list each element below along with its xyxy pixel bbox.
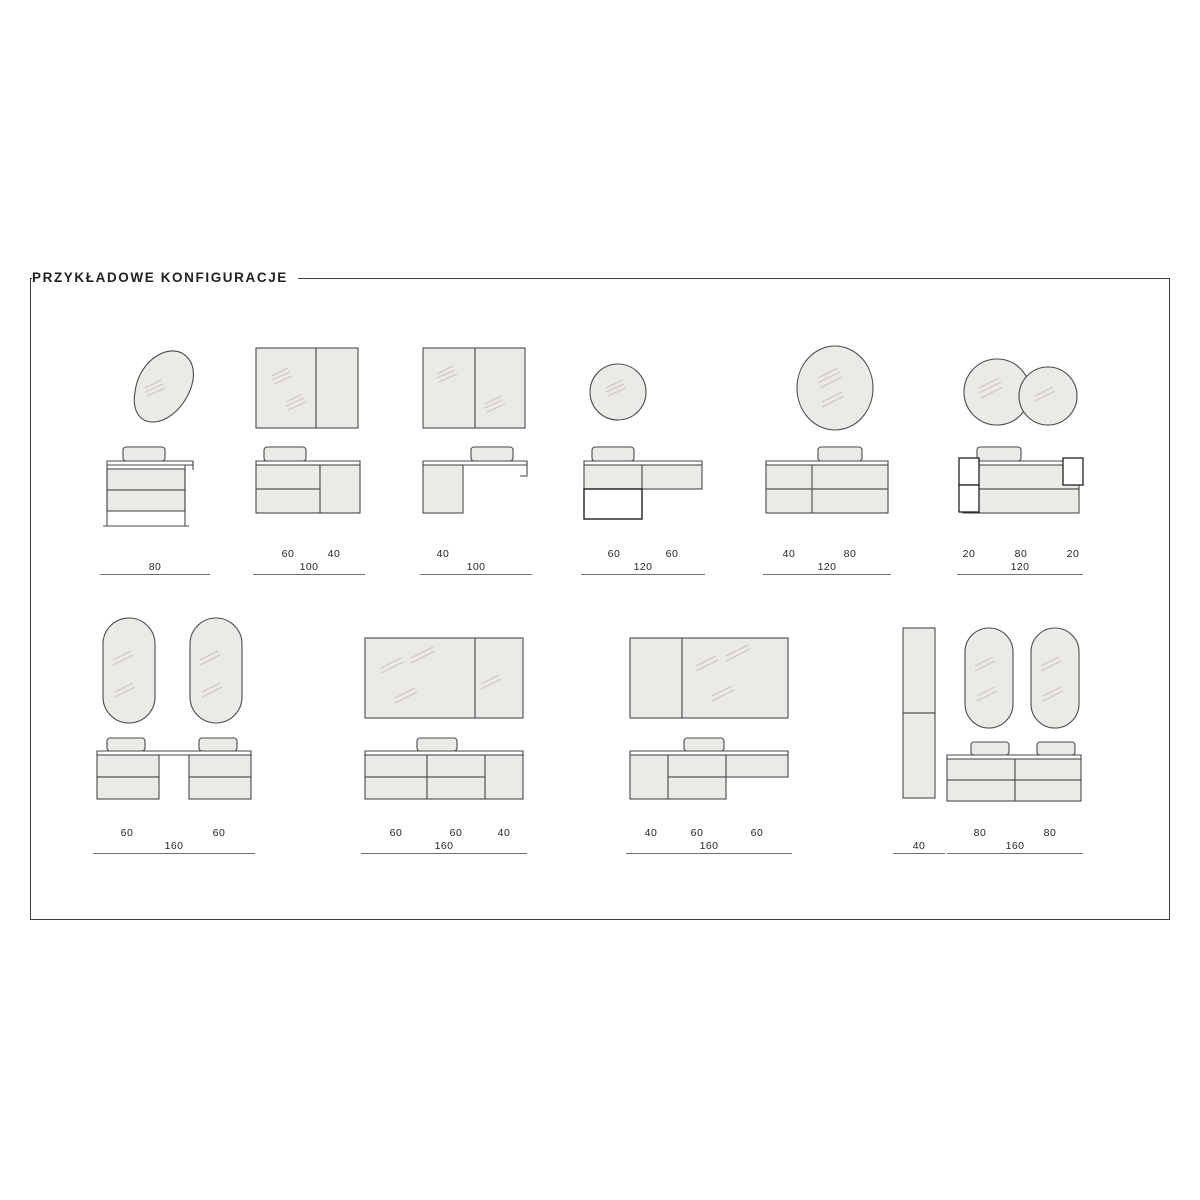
config-7-total-label: 160 bbox=[160, 840, 189, 852]
config-9-total-label: 160 bbox=[695, 840, 724, 852]
config-9-seg-3: 60 bbox=[750, 827, 764, 839]
config-9-total-dim bbox=[626, 840, 792, 860]
config-10 bbox=[885, 610, 1100, 880]
config-5-total-label: 120 bbox=[813, 561, 842, 573]
config-10-seg-1: 40 bbox=[908, 840, 930, 852]
config-1-total-dim bbox=[100, 561, 210, 581]
config-3-seg-1: 40 bbox=[436, 548, 450, 560]
config-3-total-label: 100 bbox=[462, 561, 491, 573]
config-8-seg-3: 40 bbox=[497, 827, 511, 839]
config-7-drawing bbox=[85, 610, 275, 860]
config-2-total-label: 100 bbox=[295, 561, 324, 573]
config-8-drawing bbox=[355, 610, 555, 860]
config-5 bbox=[760, 330, 920, 590]
config-8-total-dim bbox=[361, 840, 527, 860]
config-1-drawing bbox=[95, 330, 245, 580]
config-1 bbox=[95, 330, 245, 590]
config-9-drawing bbox=[620, 610, 820, 860]
config-6-seg-3: 20 bbox=[1066, 548, 1080, 560]
config-6-drawing bbox=[945, 330, 1115, 580]
config-6-total-label: 120 bbox=[1006, 561, 1035, 573]
config-10-seg-3: 80 bbox=[1043, 827, 1057, 839]
config-2 bbox=[248, 330, 408, 590]
config-1-total-label: 80 bbox=[144, 561, 166, 573]
config-6 bbox=[945, 330, 1115, 590]
config-4-drawing bbox=[578, 330, 738, 580]
config-9 bbox=[620, 610, 820, 880]
config-6-seg-1: 20 bbox=[962, 548, 976, 560]
config-2-total-dim bbox=[253, 561, 365, 581]
config-4-total-label: 120 bbox=[629, 561, 658, 573]
config-8-seg-2: 60 bbox=[449, 827, 463, 839]
config-3-drawing bbox=[415, 330, 575, 580]
config-2-seg-1: 60 bbox=[281, 548, 295, 560]
config-8-total-label: 160 bbox=[430, 840, 459, 852]
config-7-seg-1: 60 bbox=[120, 827, 134, 839]
config-3-total-dim bbox=[420, 561, 532, 581]
config-6-total-dim bbox=[957, 561, 1083, 581]
config-8 bbox=[355, 610, 555, 880]
config-7-seg-2: 60 bbox=[212, 827, 226, 839]
config-5-total-dim bbox=[763, 561, 891, 581]
config-10-cabinet-dim bbox=[893, 840, 945, 860]
config-2-seg-2: 40 bbox=[327, 548, 341, 560]
config-4 bbox=[578, 330, 738, 590]
config-6-seg-2: 80 bbox=[1014, 548, 1028, 560]
config-8-seg-1: 60 bbox=[389, 827, 403, 839]
config-10-total-label: 160 bbox=[1001, 840, 1030, 852]
config-10-seg-2: 80 bbox=[973, 827, 987, 839]
config-5-seg-2: 80 bbox=[843, 548, 857, 560]
config-4-seg-1: 60 bbox=[607, 548, 621, 560]
page-title: PRZYKŁADOWE KONFIGURACJE bbox=[32, 268, 298, 288]
config-4-seg-2: 60 bbox=[665, 548, 679, 560]
config-7-total-dim bbox=[93, 840, 255, 860]
config-9-seg-2: 60 bbox=[690, 827, 704, 839]
config-9-seg-1: 40 bbox=[644, 827, 658, 839]
config-7 bbox=[85, 610, 275, 880]
config-5-seg-1: 40 bbox=[782, 548, 796, 560]
config-3 bbox=[415, 330, 575, 590]
config-10-drawing bbox=[885, 610, 1100, 860]
config-4-total-dim bbox=[581, 561, 705, 581]
config-2-drawing bbox=[248, 330, 408, 580]
config-10-total-dim bbox=[947, 840, 1083, 860]
config-5-drawing bbox=[760, 330, 920, 580]
